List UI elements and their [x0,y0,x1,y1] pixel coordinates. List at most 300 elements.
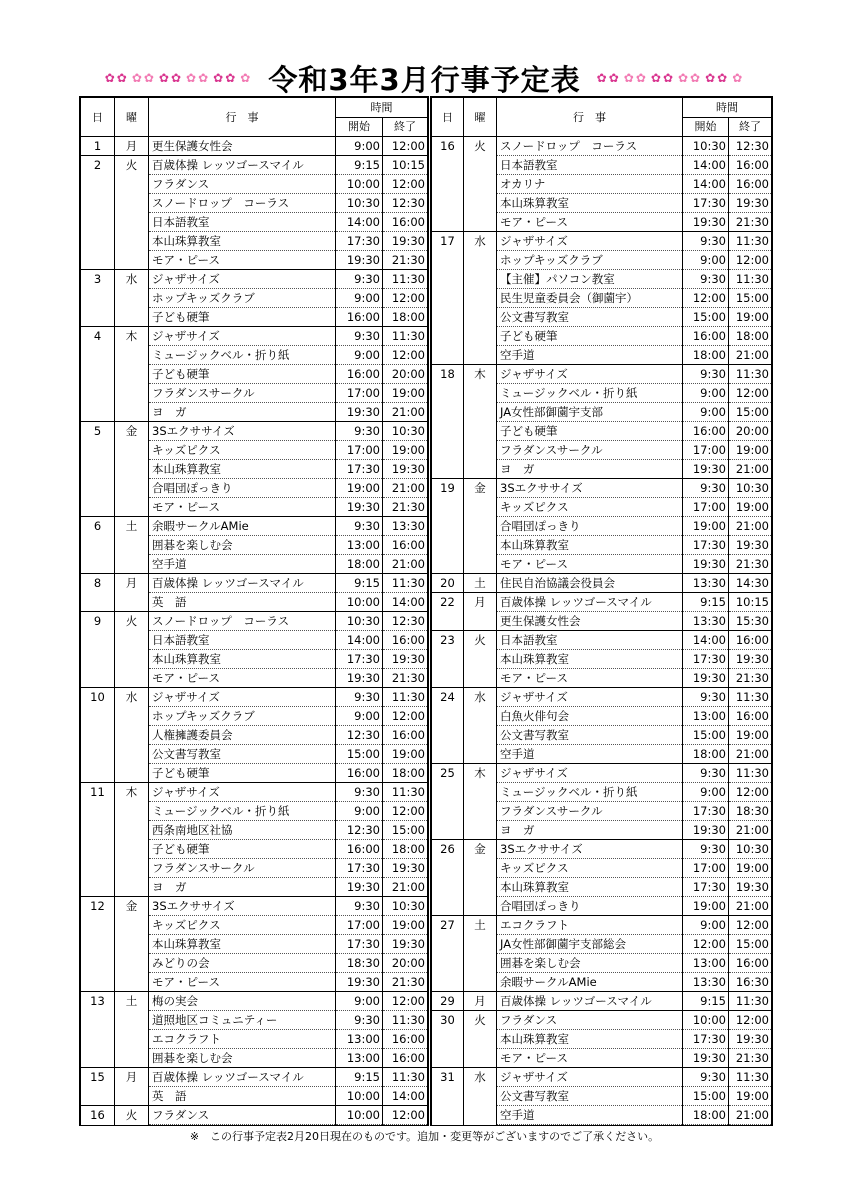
event-cell: モア・ピース [149,669,336,688]
flower-decoration-right-icon: ✿✿ ✿✿ ✿✿ ✿✿ ✿✿ ✿ [596,71,745,85]
start-time-cell: 17:30 [683,1030,729,1049]
end-time-cell: 21:00 [383,878,428,897]
end-time-cell: 10:15 [729,593,772,612]
event-cell: ジャザサイズ [497,764,683,783]
event-cell: 人権擁護委員会 [149,726,336,745]
event-cell: JA女性部御薗宇支部 [497,403,683,422]
start-time-cell: 19:30 [683,1049,729,1068]
start-time-cell: 9:00 [683,251,729,270]
end-time-cell: 21:30 [729,1049,772,1068]
end-time-cell: 21:00 [383,555,428,574]
header-time: 時間 [336,98,428,118]
start-time-cell: 13:00 [683,954,729,973]
event-cell: 合唱団ぽっきり [497,897,683,916]
event-cell: モア・ピース [149,973,336,992]
schedule-body-right [432,137,772,1125]
end-time-cell: 10:30 [383,422,428,441]
table-row [81,517,428,536]
end-time-cell: 11:30 [383,270,428,289]
end-time-cell: 18:00 [383,840,428,859]
start-time-cell: 9:30 [336,1011,383,1030]
header-start: 開始 [683,118,729,137]
table-row [81,783,428,802]
event-cell: 英 語 [149,1087,336,1106]
event-cell: キッズピクス [149,441,336,460]
event-cell: ジャザサイズ [497,688,683,707]
start-time-cell: 9:00 [336,137,383,156]
event-cell: ヨ ガ [497,821,683,840]
start-time-cell: 9:30 [336,270,383,289]
table-row [81,992,428,1011]
event-cell: 子ども硬筆 [149,308,336,327]
start-time-cell: 14:00 [683,156,729,175]
day-cell: 16 [432,137,464,232]
weekday-cell: 木 [464,764,497,840]
start-time-cell: 17:30 [683,536,729,555]
end-time-cell: 19:00 [729,1087,772,1106]
event-cell: ミュージックベル・折り紙 [497,783,683,802]
event-cell: 空手道 [497,745,683,764]
event-cell: 西条南地区社協 [149,821,336,840]
event-cell: 子ども硬筆 [497,422,683,441]
header-day: 日 [81,98,115,137]
end-time-cell: 14:00 [383,593,428,612]
end-time-cell: 12:00 [383,707,428,726]
table-row [81,327,428,346]
end-time-cell: 14:00 [383,1087,428,1106]
event-cell: キッズピクス [497,498,683,517]
start-time-cell: 10:30 [336,612,383,631]
end-time-cell: 11:30 [383,1011,428,1030]
start-time-cell: 17:30 [336,460,383,479]
end-time-cell: 11:30 [729,1068,772,1087]
start-time-cell: 17:30 [683,194,729,213]
weekday-cell: 月 [464,992,497,1011]
end-time-cell: 19:00 [383,745,428,764]
start-time-cell: 19:30 [336,669,383,688]
table-row [432,1011,772,1030]
start-time-cell: 10:30 [336,194,383,213]
start-time-cell: 19:30 [683,213,729,232]
weekday-cell: 金 [115,422,149,517]
header-day: 日 [432,98,464,137]
header-start: 開始 [336,118,383,137]
end-time-cell: 19:30 [729,650,772,669]
day-cell: 6 [81,517,115,574]
start-time-cell: 17:00 [683,441,729,460]
event-cell: 本山珠算教室 [149,650,336,669]
header-end: 終了 [729,118,772,137]
end-time-cell: 21:30 [729,213,772,232]
table-row [81,897,428,916]
start-time-cell: 13:30 [683,973,729,992]
end-time-cell: 21:00 [729,897,772,916]
event-cell: フラダンス [149,175,336,194]
title-banner [0,58,849,98]
start-time-cell: 19:30 [336,251,383,270]
event-cell: 余暇サークルAMie [497,973,683,992]
start-time-cell: 9:30 [683,1068,729,1087]
end-time-cell: 11:30 [383,783,428,802]
end-time-cell: 12:30 [383,612,428,631]
event-cell: ホップキッズクラブ [149,289,336,308]
end-time-cell: 11:30 [729,992,772,1011]
event-cell: エコクラフト [497,916,683,935]
event-cell: みどりの会 [149,954,336,973]
weekday-cell: 木 [115,783,149,897]
event-cell: ミュージックベル・折り紙 [149,802,336,821]
event-cell: 民生児童委員会（御薗宇） [497,289,683,308]
event-cell: モア・ピース [497,669,683,688]
day-cell: 26 [432,840,464,916]
event-cell: 本山珠算教室 [497,194,683,213]
day-cell: 18 [432,365,464,479]
event-cell: 子ども硬筆 [149,764,336,783]
end-time-cell: 12:00 [729,783,772,802]
event-cell: フラダンスサークル [149,384,336,403]
table-row [81,574,428,593]
start-time-cell: 16:00 [336,308,383,327]
table-row [432,365,772,384]
schedule-body-left [81,137,428,1125]
event-cell: ヨ ガ [149,878,336,897]
end-time-cell: 19:30 [383,232,428,251]
start-time-cell: 10:00 [336,593,383,612]
start-time-cell: 9:30 [683,270,729,289]
event-cell: 囲碁を楽しむ会 [149,1049,336,1068]
start-time-cell: 16:00 [683,327,729,346]
event-cell: フラダンスサークル [497,441,683,460]
event-cell: 子ども硬筆 [149,365,336,384]
end-time-cell: 21:30 [729,669,772,688]
day-cell: 8 [81,574,115,612]
end-time-cell: 19:00 [383,916,428,935]
event-cell: 子ども硬筆 [149,840,336,859]
weekday-cell: 月 [115,1068,149,1106]
table-row [81,1106,428,1125]
start-time-cell: 16:00 [336,365,383,384]
weekday-cell: 火 [115,612,149,688]
header-event: 行 事 [149,98,336,137]
end-time-cell: 12:00 [383,289,428,308]
end-time-cell: 20:00 [729,422,772,441]
end-time-cell: 21:30 [383,498,428,517]
day-cell: 25 [432,764,464,840]
start-time-cell: 9:00 [336,346,383,365]
start-time-cell: 12:00 [683,289,729,308]
start-time-cell: 13:00 [336,1049,383,1068]
end-time-cell: 19:30 [729,536,772,555]
event-cell: 日本語教室 [497,156,683,175]
event-cell: 更生保護女性会 [497,612,683,631]
day-cell: 17 [432,232,464,365]
day-cell: 31 [432,1068,464,1125]
start-time-cell: 9:00 [683,783,729,802]
end-time-cell: 19:30 [383,460,428,479]
start-time-cell: 19:30 [336,973,383,992]
table-row [81,422,428,441]
event-cell: 3Sエクササイズ [497,479,683,498]
event-cell: ホップキッズクラブ [149,707,336,726]
event-cell: ジャザサイズ [497,1068,683,1087]
end-time-cell: 12:30 [383,194,428,213]
weekday-cell: 火 [464,1011,497,1068]
start-time-cell: 19:00 [683,897,729,916]
start-time-cell: 18:30 [336,954,383,973]
end-time-cell: 14:30 [729,574,772,593]
end-time-cell: 12:00 [383,992,428,1011]
end-time-cell: 19:00 [729,308,772,327]
start-time-cell: 9:30 [336,688,383,707]
event-cell: 余暇サークルAMie [149,517,336,536]
start-time-cell: 9:30 [683,479,729,498]
end-time-cell: 16:00 [383,536,428,555]
event-cell: 子ども硬筆 [497,327,683,346]
start-time-cell: 12:00 [683,935,729,954]
start-time-cell: 14:00 [336,631,383,650]
start-time-cell: 12:30 [336,821,383,840]
event-cell: 公文書写教室 [497,1087,683,1106]
event-cell: 更生保護女性会 [149,137,336,156]
weekday-cell: 火 [115,156,149,270]
header-event: 行 事 [497,98,683,137]
start-time-cell: 15:00 [683,726,729,745]
event-cell: 百歳体操 レッツゴースマイル [149,156,336,175]
footnote: ※ この行事予定表2月20日現在のものです。追加・変更等がございますのでご了承ください。 [189,1130,660,1143]
end-time-cell: 11:30 [383,327,428,346]
table-row [432,137,772,156]
start-time-cell: 17:30 [683,878,729,897]
start-time-cell: 14:00 [683,631,729,650]
table-row [432,764,772,783]
event-cell: モア・ピース [497,555,683,574]
end-time-cell: 12:00 [383,802,428,821]
start-time-cell: 17:30 [683,802,729,821]
table-row [81,156,428,175]
event-cell: 空手道 [497,1106,683,1125]
day-cell: 24 [432,688,464,764]
weekday-cell: 土 [464,916,497,992]
day-cell: 2 [81,156,115,270]
start-time-cell: 9:15 [336,574,383,593]
table-row [432,916,772,935]
event-cell: ジャザサイズ [149,270,336,289]
end-time-cell: 21:30 [383,251,428,270]
end-time-cell: 12:00 [729,251,772,270]
start-time-cell: 10:00 [336,175,383,194]
event-cell: 本山珠算教室 [149,232,336,251]
event-cell: 住民自治協議会役員会 [497,574,683,593]
day-cell: 22 [432,593,464,631]
start-time-cell: 9:30 [336,897,383,916]
start-time-cell: 19:30 [683,555,729,574]
event-cell: 3Sエクササイズ [149,422,336,441]
day-cell: 16 [81,1106,115,1125]
weekday-cell: 水 [464,688,497,764]
end-time-cell: 16:00 [383,631,428,650]
weekday-cell: 土 [115,992,149,1068]
event-cell: ジャザサイズ [497,232,683,251]
end-time-cell: 16:00 [729,156,772,175]
day-cell: 12 [81,897,115,992]
start-time-cell: 18:00 [683,1106,729,1125]
event-cell: 百歳体操 レッツゴースマイル [149,574,336,593]
end-time-cell: 19:00 [729,498,772,517]
end-time-cell: 10:30 [729,840,772,859]
day-cell: 20 [432,574,464,593]
event-cell: 合唱団ぽっきり [497,517,683,536]
weekday-cell: 月 [464,593,497,631]
start-time-cell: 17:00 [336,384,383,403]
event-cell: フラダンス [149,1106,336,1125]
event-cell: 本山珠算教室 [497,650,683,669]
start-time-cell: 13:30 [683,612,729,631]
end-time-cell: 21:00 [383,403,428,422]
end-time-cell: 21:00 [383,479,428,498]
start-time-cell: 9:30 [683,764,729,783]
end-time-cell: 11:30 [729,270,772,289]
flower-decoration-left-icon: ✿✿ ✿✿ ✿✿ ✿✿ ✿✿ ✿ [104,71,253,85]
weekday-cell: 金 [464,840,497,916]
start-time-cell: 19:30 [683,460,729,479]
day-cell: 1 [81,137,115,156]
start-time-cell: 19:00 [336,479,383,498]
event-cell: 白魚火俳句会 [497,707,683,726]
start-time-cell: 19:30 [683,669,729,688]
table-row [432,479,772,498]
table-row [81,688,428,707]
event-cell: ミュージックベル・折り紙 [497,384,683,403]
end-time-cell: 19:30 [383,650,428,669]
day-cell: 5 [81,422,115,517]
end-time-cell: 18:30 [729,802,772,821]
start-time-cell: 14:00 [336,213,383,232]
end-time-cell: 21:00 [729,346,772,365]
day-cell: 10 [81,688,115,783]
start-time-cell: 9:00 [336,707,383,726]
event-cell: モア・ピース [497,1049,683,1068]
start-time-cell: 17:30 [683,650,729,669]
end-time-cell: 19:30 [729,194,772,213]
start-time-cell: 16:00 [683,422,729,441]
start-time-cell: 9:30 [683,365,729,384]
start-time-cell: 17:30 [336,935,383,954]
day-cell: 11 [81,783,115,897]
start-time-cell: 9:00 [336,992,383,1011]
event-cell: 本山珠算教室 [497,536,683,555]
start-time-cell: 9:15 [683,593,729,612]
end-time-cell: 19:30 [383,935,428,954]
start-time-cell: 14:00 [683,175,729,194]
event-cell: 3Sエクササイズ [149,897,336,916]
header-dow: 曜 [464,98,497,137]
weekday-cell: 金 [464,479,497,574]
event-cell: 本山珠算教室 [497,878,683,897]
start-time-cell: 10:00 [683,1011,729,1030]
end-time-cell: 11:30 [729,365,772,384]
end-time-cell: 21:00 [729,1106,772,1125]
event-cell: 合唱団ぽっきり [149,479,336,498]
end-time-cell: 18:00 [383,308,428,327]
start-time-cell: 18:00 [336,555,383,574]
end-time-cell: 15:00 [383,821,428,840]
start-time-cell: 17:00 [336,441,383,460]
end-time-cell: 15:00 [729,289,772,308]
start-time-cell: 17:00 [683,498,729,517]
event-cell: 【主催】パソコン教室 [497,270,683,289]
event-cell: フラダンスサークル [149,859,336,878]
page-title: 令和3年3月行事予定表 [268,62,581,97]
event-cell: ジャザサイズ [497,365,683,384]
header-time: 時間 [683,98,772,118]
event-cell: 空手道 [497,346,683,365]
event-cell: ジャザサイズ [149,688,336,707]
start-time-cell: 9:15 [336,156,383,175]
header-end: 終了 [383,118,428,137]
end-time-cell: 21:00 [729,821,772,840]
event-cell: フラダンス [497,1011,683,1030]
event-cell: エコクラフト [149,1030,336,1049]
start-time-cell: 16:00 [336,840,383,859]
event-cell: 公文書写教室 [497,308,683,327]
table-row [432,232,772,251]
weekday-cell: 土 [115,517,149,574]
table-row [432,688,772,707]
event-cell: オカリナ [497,175,683,194]
end-time-cell: 10:30 [383,897,428,916]
end-time-cell: 13:30 [383,517,428,536]
event-cell: 囲碁を楽しむ会 [149,536,336,555]
end-time-cell: 11:30 [729,232,772,251]
start-time-cell: 9:30 [336,327,383,346]
end-time-cell: 16:00 [383,213,428,232]
end-time-cell: 19:30 [729,1030,772,1049]
header-dow: 曜 [115,98,149,137]
table-row [81,270,428,289]
table-row [432,574,772,593]
start-time-cell: 13:00 [336,1030,383,1049]
event-cell: ジャザサイズ [149,783,336,802]
end-time-cell: 11:30 [729,764,772,783]
event-cell: キッズピクス [497,859,683,878]
start-time-cell: 10:00 [336,1106,383,1125]
table-row [432,992,772,1011]
weekday-cell: 水 [464,1068,497,1125]
start-time-cell: 9:30 [683,232,729,251]
event-cell: スノードロップ コーラス [149,612,336,631]
end-time-cell: 11:30 [729,688,772,707]
start-time-cell: 9:00 [336,802,383,821]
end-time-cell: 19:30 [729,878,772,897]
end-time-cell: 12:00 [383,346,428,365]
start-time-cell: 19:30 [336,498,383,517]
weekday-cell: 火 [464,137,497,232]
start-time-cell: 19:30 [336,878,383,897]
start-time-cell: 15:00 [683,308,729,327]
event-cell: ジャザサイズ [149,327,336,346]
end-time-cell: 21:30 [383,973,428,992]
end-time-cell: 21:00 [729,460,772,479]
weekday-cell: 火 [464,631,497,688]
event-cell: 百歳体操 レッツゴースマイル [149,1068,336,1087]
start-time-cell: 9:00 [683,916,729,935]
day-cell: 23 [432,631,464,688]
end-time-cell: 19:00 [729,441,772,460]
start-time-cell: 15:00 [683,1087,729,1106]
end-time-cell: 12:00 [729,1011,772,1030]
event-cell: 日本語教室 [497,631,683,650]
event-cell: スノードロップ コーラス [149,194,336,213]
